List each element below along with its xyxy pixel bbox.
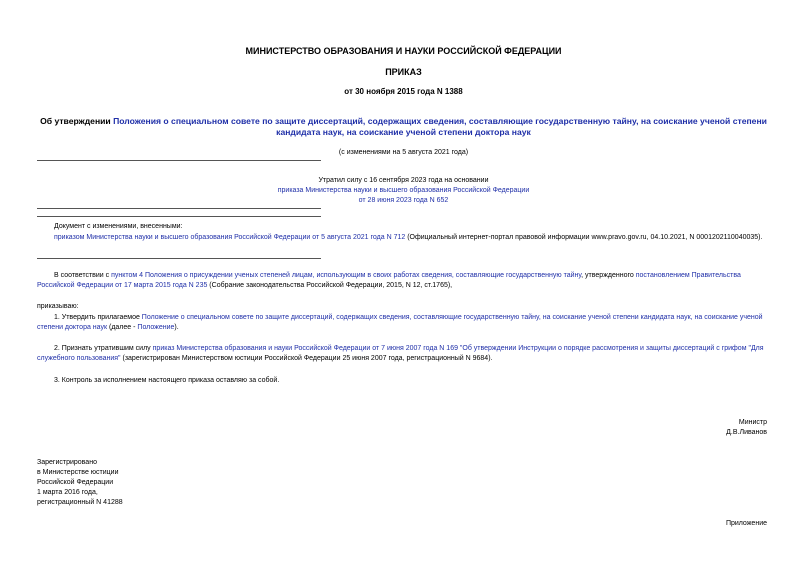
divider	[37, 258, 321, 259]
order-word: приказываю:	[37, 303, 79, 310]
revision-note: (с изменениями на 5 августа 2021 года)	[338, 149, 469, 156]
item2-t1: 2. Признать утратившим силу	[54, 345, 153, 352]
item-2	[37, 344, 767, 364]
preamble-t1: В соответствии с	[54, 272, 112, 279]
preamble-t3: (Собрание законодательства Российской Федерации, 2015, N 12, ст.1765),	[207, 282, 453, 289]
item1-t3: ).	[174, 324, 179, 331]
item-1	[37, 313, 767, 333]
item1-t2: (далее -	[107, 324, 138, 331]
item2-t2: (зарегистрирован Министерством юстиции Российской Федерации 25 июня 2007 года, регистрационный N 9684).	[120, 355, 493, 362]
preamble-link2[interactable]: постановлением Правительства Российской Федерации от 17 марта 2015 года N 235	[37, 272, 741, 289]
divider	[37, 208, 321, 209]
changes-label: Документ с изменениями, внесенными:	[54, 223, 183, 230]
ministry-heading: МИНИСТЕРСТВО ОБРАЗОВАНИЯ И НАУКИ РОССИЙСКОЙ ФЕДЕРАЦИИ	[245, 46, 562, 56]
divider	[37, 216, 321, 217]
registration-line1: Зарегистрировано	[37, 459, 97, 466]
item1-t1: 1. Утвердить прилагаемое	[54, 314, 142, 321]
status-text: Утратил силу с 16 сентября 2023 года на основании	[318, 177, 489, 184]
title-link[interactable]: Положения о специальном совете по защите диссертаций, содержащих сведения, составляющие государственную тайну, на соискание ученой степени кандидата наук, на соискание ученой степени доктора наук	[113, 116, 767, 137]
doc-date-number: от 30 ноября 2015 года N 1388	[344, 87, 463, 96]
signature-position: Министр	[738, 419, 767, 426]
changes-link[interactable]: приказом Министерства науки и высшего образования Российской Федерации от 5 августа 2021 года N 712	[54, 234, 406, 241]
preamble-t2: , утвержденного	[581, 272, 636, 279]
signature-name: Д.В.Ливанов	[726, 429, 767, 436]
divider	[37, 160, 321, 161]
item-3: 3. Контроль за исполнением настоящего приказа оставляю за собой.	[54, 377, 280, 384]
item1-link2[interactable]: Положение	[137, 324, 175, 331]
registration-line5: регистрационный N 41288	[37, 499, 123, 506]
preamble	[37, 271, 767, 291]
preamble-link1[interactable]: пунктом 4 Положения о присуждении ученых степеней лицам, использующим в своих работах сведения, составляющие государственную тайну	[111, 272, 582, 279]
item2-link1[interactable]: приказ Министерства образования и науки Российской Федерации от 7 июня 2007 года N 169 "Об утверждении Инструкции о порядке рассмотрения и защиты диссертаций с грифом "Для служебного пользования"	[37, 345, 764, 362]
doc-type: ПРИКАЗ	[385, 67, 422, 77]
page-title	[40, 116, 767, 138]
appendix-label: Приложение	[725, 520, 767, 527]
registration-line2: в Министерстве юстиции	[37, 469, 119, 476]
status-link-line2[interactable]: от 28 июня 2023 года N 652	[358, 197, 449, 204]
item1-link1[interactable]: Положение о специальном совете по защите диссертаций, содержащих сведения, составляющие государственную тайну, на соискание ученой степени кандидата наук, на соискание ученой степени доктора наук	[37, 314, 763, 331]
changes-text	[37, 233, 767, 243]
title-prefix: Об утверждении	[40, 116, 114, 126]
changes-tail: (Официальный интернет-портал правовой информации www.pravo.gov.ru, 04.10.2021, N 0001202110040035).	[405, 234, 763, 241]
registration-line4: 1 марта 2016 года,	[37, 489, 98, 496]
registration-line3: Российской Федерации	[37, 479, 114, 486]
status-link-line1[interactable]: приказа Министерства науки и высшего образования Российской Федерации	[277, 187, 530, 194]
